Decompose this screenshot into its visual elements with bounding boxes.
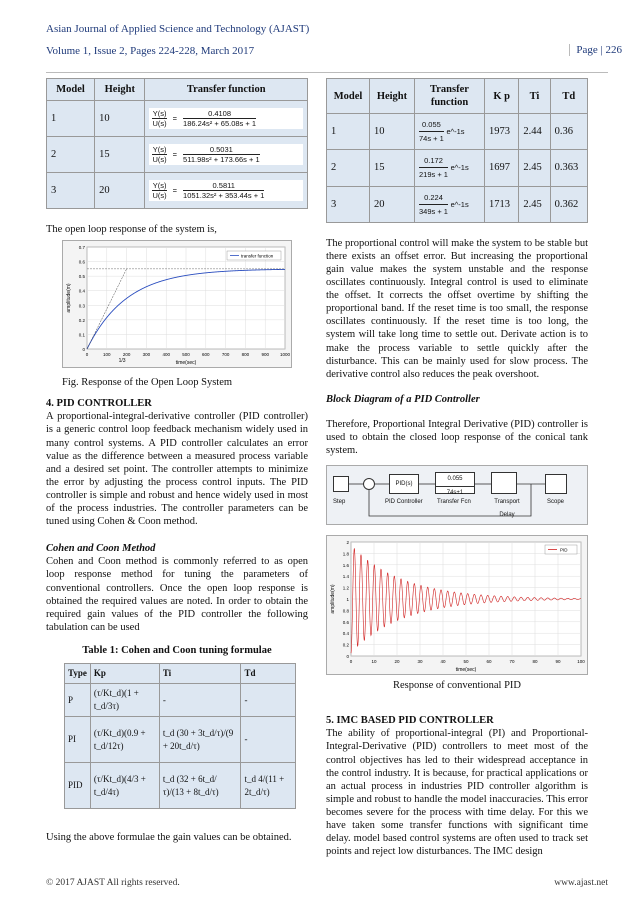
page-number: Page | 226	[569, 44, 622, 56]
pid-block-diagram: Step PID(s) PID Controller 0.055 74s+1 Transfer Fcn Transport Delay Scope	[326, 465, 588, 525]
y-tick-label: 2	[346, 540, 349, 546]
y-tick-label: 1.2	[342, 585, 349, 591]
x-tick-label: 0	[349, 659, 353, 665]
pid-response-chart	[326, 535, 588, 675]
model-transfer-table	[46, 78, 308, 209]
x-tick-label: 400	[162, 352, 170, 358]
imc-paragraph: The ability of proportional-integral (PI) and Proportional-Integral-Derivative (PID) controllers to meet most of the control objectives has led to their widespread acceptance in the control industry. It is because, for practical applications or an actual process in industries PID controller algorithm is simple and robust to handle the model inaccuracies. This error becomes severe for the process with time delay. For this we have taken some transfer functions with significant time delay. model based control systems are often used to track set points and reject low disturbances. The IMC design	[326, 728, 588, 858]
right-column	[326, 78, 588, 858]
proportional-paragraph: The proportional control will make the system to be stable but there exists an offset error. But increasing the proportional gain value makes the system unstable and the response oscillates continuously. Integral control is used to eliminate the offset. It corrects the offset overtime by shifting the proportional band. If the reset time is too small, the response oscillates continuously. If the reset time is too long, the system will take long time to settle out. Derivate action is to make the process variable to settle quickly after the disturbance. This can be mainly used for slow process. The derivative control also reduces the peak overshoot.	[326, 237, 588, 380]
x-tick-label: 800	[241, 352, 250, 358]
x-tick-label: 80	[532, 659, 538, 665]
annotation-label: 1/3	[118, 358, 126, 365]
y-tick-label: 0.7	[78, 245, 85, 251]
block-diagram-heading: Block Diagram of a PID Controller	[326, 393, 480, 405]
table-row: 1 10 $\frac{0.055}{74s + 1}$ e^-1s 1973 2.44 0.36	[327, 114, 588, 150]
table-row: PI (τ/Kt_d)(0.9 + t_d/12τ) t_d (30 + 3t_d/τ)/(9 + 20t_d/τ) -	[65, 717, 296, 763]
imc-heading: 5. IMC BASED PID CONTROLLER	[326, 715, 494, 727]
y-tick-label: 0.2	[342, 642, 349, 648]
page-header	[46, 18, 309, 62]
x-tick-label: 500	[182, 352, 190, 358]
header-rule	[46, 72, 608, 73]
pid-heading: 4. PID CONTROLLER	[46, 398, 152, 410]
y-tick-label: 0.3	[78, 303, 85, 309]
x-tick-label: 100	[577, 659, 585, 665]
x-axis-label: time(sec)	[175, 360, 197, 367]
x-tick-label: 1000	[279, 352, 291, 358]
open-loop-chart	[62, 240, 292, 368]
legend-label: PID	[560, 547, 568, 553]
table1-title: Table 1: Cohen and Coon tuning formulae	[82, 644, 272, 656]
block-diagram-wires	[327, 466, 589, 526]
y-tick-label: 0	[346, 654, 349, 660]
y-tick-label: 0	[82, 347, 85, 353]
x-tick-label: 0	[85, 352, 89, 358]
table-row: P (τ/Kt_d)(1 + t_d/3τ) - -	[65, 684, 296, 717]
x-tick-label: 60	[486, 659, 492, 665]
closing-sentence: Using the above formulae the gain values can be obtained.	[46, 832, 292, 844]
pid-caption: Response of conventional PID	[392, 680, 522, 692]
table-row: PID (τ/Kt_d)(4/3 + t_d/4τ) t_d (32 + 6t_d/τ)/(13 + 8t_d/τ) t_d 4/(11 + 2t_d/τ)	[65, 763, 296, 809]
x-tick-label: 70	[509, 659, 515, 665]
th-transfer: Transfer function	[145, 79, 308, 101]
y-tick-label: 0.4	[342, 631, 349, 637]
journal-title: Asian Journal of Applied Science and Technology (AJAST)	[46, 23, 310, 35]
y-tick-label: 1.6	[342, 562, 349, 568]
y-axis-label: amplitude(m)	[330, 584, 336, 614]
volume-info: Volume 1, Issue 2, Pages 224-228, March 2017	[46, 45, 255, 57]
left-column	[46, 78, 308, 844]
cohen-coon-table: Type Kp Ti Td P (τ/Kt_d)(1 + t_d/3τ) - - PI (τ/Kt_d)(0.9 + t_d/12τ) t_d (30 + 3t_d/τ)/(9 + 20t_d/τ) - PID (τ/Kt_d)(4/3 + t_d/4τ) t_d (32 + 6t_d/τ)/(13 + 8t_d/τ) t_d 4/(11 + 2t_d/τ)	[64, 663, 296, 809]
x-tick-label: 200	[122, 352, 131, 358]
cohen-coon-heading: Cohen and Coon Method	[46, 543, 156, 555]
table-row: 3 20 $\frac{0.224}{349s + 1}$ e^-1s 1713 2.45 0.362	[327, 186, 588, 222]
x-tick-label: 50	[463, 659, 469, 665]
open-loop-intro: The open loop response of the system is,	[46, 224, 217, 236]
x-tick-label: 30	[417, 659, 423, 665]
figure-caption: Fig. Response of the Open Loop System	[62, 377, 233, 389]
footer-website: www.ajast.net	[554, 878, 608, 888]
x-tick-label: 90	[555, 659, 561, 665]
y-tick-label: 1	[346, 597, 349, 603]
y-tick-label: 0.4	[78, 288, 85, 294]
cohen-coon-paragraph: Cohen and Coon method is commonly referred to as open loop response method for tuning the parameters of conventional controllers. Once the open loop response is obtained the required values are noted. In order to obtain the required gain values of the PID controller the following tabulation can be used	[46, 556, 308, 633]
x-tick-label: 40	[440, 659, 446, 665]
x-tick-label: 600	[202, 352, 210, 358]
x-tick-label: 900	[261, 352, 269, 358]
y-tick-label: 1.8	[342, 551, 349, 557]
y-tick-label: 0.5	[78, 274, 85, 280]
table-row: 2 15 $\frac{0.172}{219s + 1}$ e^-1s 1697 2.45 0.363	[327, 150, 588, 186]
y-tick-label: 0.1	[78, 332, 85, 338]
y-tick-label: 1.4	[342, 574, 349, 580]
x-tick-label: 300	[142, 352, 151, 358]
x-tick-label: 20	[394, 659, 400, 665]
y-tick-label: 0.8	[342, 608, 349, 614]
th-model: Model	[47, 79, 95, 101]
pid-paragraph: A proportional-integral-derivative controller (PID controller) is a generic control loop feedback mechanism widely used in many control systems. A PID controller calculates an error value as the difference between a measured process variable and a desired set point. The controller attempts to minimize the error by adjusting the process control inputs. The PID controller is simple and robust and hence widely used in most of the process industries. The controller parameters can be tuned using Cohen & Coon method.	[46, 411, 308, 528]
x-tick-label: 100	[103, 352, 111, 358]
table-row: 1 10 $\frac{Y(s)}{U(s)}$ = $\frac{0.4108}{\text{186.24s² + 65.08s + 1}}$	[47, 101, 308, 137]
th-height: Height	[95, 79, 145, 101]
x-tick-label: 700	[221, 352, 230, 358]
y-axis-label: amplitude(m)	[66, 283, 72, 313]
legend-label: transfer function	[241, 253, 274, 259]
footer-copyright: © 2017 AJAST All rights reserved.	[46, 878, 180, 888]
x-axis-label: time(sec)	[455, 667, 477, 674]
transfer-fcn-block: 0.055 74s+1	[435, 472, 475, 494]
pid-params-table: Model Height Transfer function K p Ti Td 1 10 $\frac{0.055}{74s + 1}$ e^-1s 1973 2.44 0.36 2 15 $\frac{0.172}{219s + 1}$ e^-1s 1697 2.45 0.363 3 20 $\frac{0.224}{349s + 1}$ e^-1s 1713 2.45 0.362	[326, 78, 588, 223]
table-row: 3 20 $\frac{Y(s)}{U(s)}$ = $\frac{0.5811}{\text{1051.32s² + 353.44s + 1}}$	[47, 173, 308, 209]
y-tick-label: 0.2	[78, 318, 85, 324]
x-tick-label: 10	[371, 659, 377, 665]
y-tick-label: 0.6	[342, 619, 349, 625]
table-row: 2 15 $\frac{Y(s)}{U(s)}$ = $\frac{0.5031}{\text{511.98s² + 173.66s + 1}}$	[47, 137, 308, 173]
y-tick-label: 0.6	[78, 259, 85, 265]
pid-closed-loop-paragraph: Therefore, Proportional Integral Derivative (PID) controller is used to obtain the closed loop response of the conical tank system.	[326, 418, 588, 457]
